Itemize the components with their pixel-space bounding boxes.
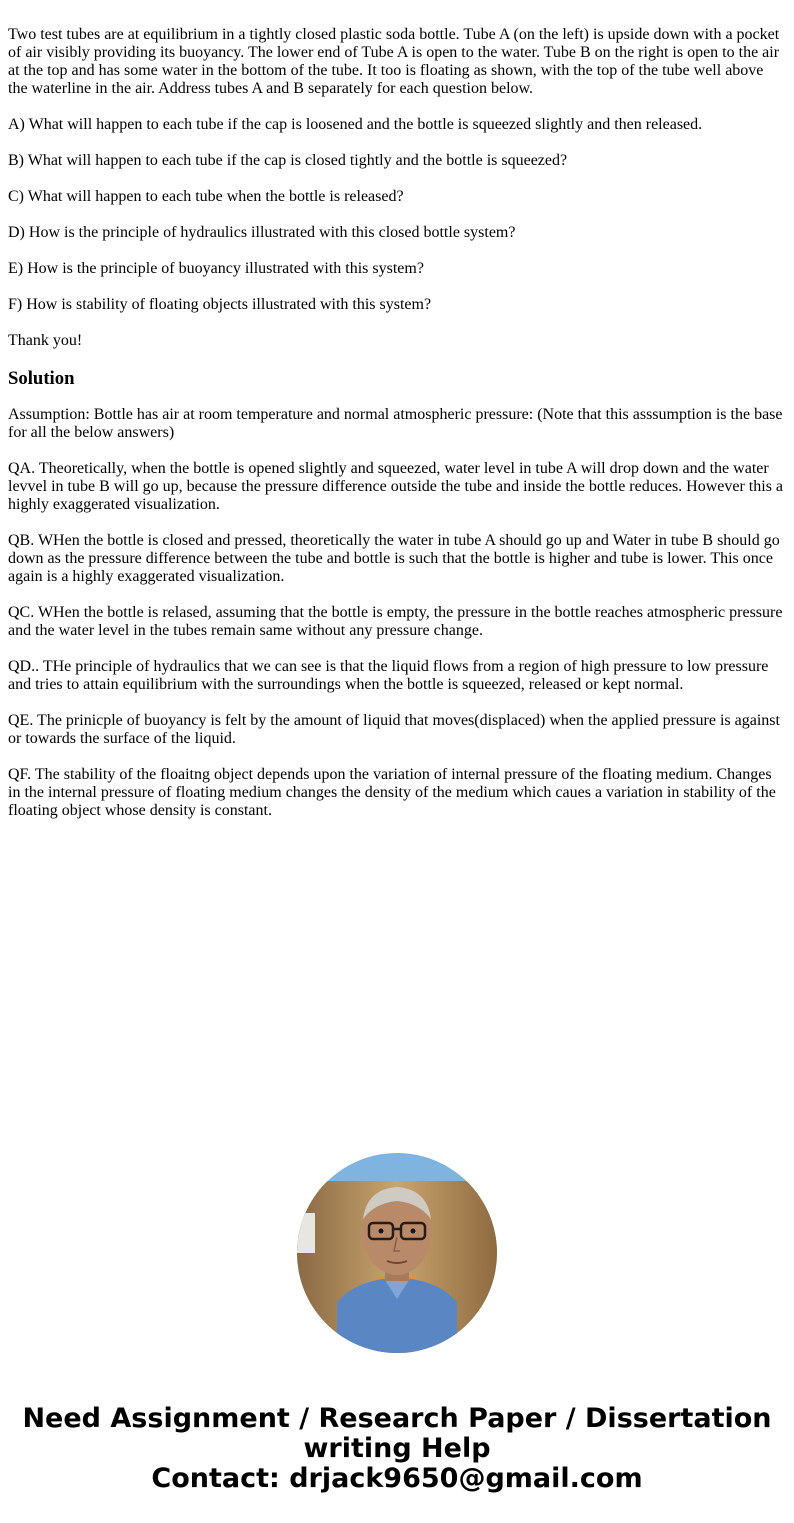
question-item-d: D) How is the principle of hydraulics illustrated with this closed bottle system? — [8, 224, 516, 241]
answer-qb: QB. WHen the bottle is closed and pressed, theoretically the water in tube A should go up and Water in tube B should go down as the pressure difference between the tube and bottle is such that the bottle is higher and tube is lower. This once again is a highly exaggerated visualization. — [8, 532, 780, 585]
footer-promo — [0, 1404, 794, 1494]
answer-qc: QC. WHen the bottle is relased, assuming that the bottle is empty, the pressure in the bottle reaches atmospheric pressure and the water level in the tubes remain same without any pressure change. — [8, 604, 783, 639]
question-item-e: E) How is the principle of buoyancy illustrated with this system? — [8, 260, 424, 277]
solution-assumption: Assumption: Bottle has air at room temperature and normal atmospheric pressure: (Note that this asssumption is the base for all the below answers) — [8, 406, 783, 441]
author-avatar — [297, 1153, 497, 1353]
right-eye — [411, 1229, 416, 1234]
answer-qf: QF. The stability of the floaitng object depends upon the variation of internal pressure of the floating medium. Changes in the internal pressure of floating medium changes the density of the medium which caues a variation in stability of the floating object whose density is constant. — [8, 766, 776, 819]
footer-line-2: writing Help — [303, 1433, 491, 1464]
answer-qe: QE. The prinicple of buoyancy is felt by the amount of liquid that moves(displaced) when the applied pressure is against or towards the surface of the liquid. — [8, 712, 780, 747]
author-portrait-image — [297, 1153, 497, 1353]
question-intro: Two test tubes are at equilibrium in a tightly closed plastic soda bottle. Tube A (on the left) is upside down with a pocket of air visibly providing its buoyancy. The lower end of Tube A is open to the water. Tube B on the right is open to the air at the top and has some water in the bottom of the tube. It too is floating as shown, with the top of the tube well above the waterline in the air. Address tubes A and B separately for each question below. — [8, 26, 780, 97]
question-item-c: C) What will happen to each tube when the bottle is released? — [8, 188, 404, 205]
question-content — [8, 26, 786, 838]
question-item-a: A) What will happen to each tube if the cap is loosened and the bottle is squeezed slightly and then released. — [8, 116, 703, 133]
question-item-b: B) What will happen to each tube if the cap is closed tightly and the bottle is squeezed? — [8, 152, 568, 169]
answer-qa: QA. Theoretically, when the bottle is opened slightly and squeezed, water level in tube A will drop down and the water levvel in tube B will go up, because the pressure difference outside the tube and inside the bottle reduces. However this a highly exaggerated visualization. — [8, 460, 784, 513]
thanks-text: Thank you! — [8, 332, 83, 349]
answer-qd: QD.. THe principle of hydraulics that we can see is that the liquid flows from a region of high pressure to low pressure and tries to attain equilibrium with the surroundings when the bottle is squeezed, released or kept normal. — [8, 658, 769, 693]
footer-contact: Contact: drjack9650@gmail.com — [151, 1463, 643, 1494]
solution-heading: Solution — [8, 368, 75, 389]
question-item-f: F) How is stability of floating objects illustrated with this system? — [8, 296, 432, 313]
left-eye — [379, 1229, 384, 1234]
switch-panel — [297, 1213, 315, 1253]
footer-line-1: Need Assignment / Research Paper / Dissertation — [22, 1403, 772, 1434]
